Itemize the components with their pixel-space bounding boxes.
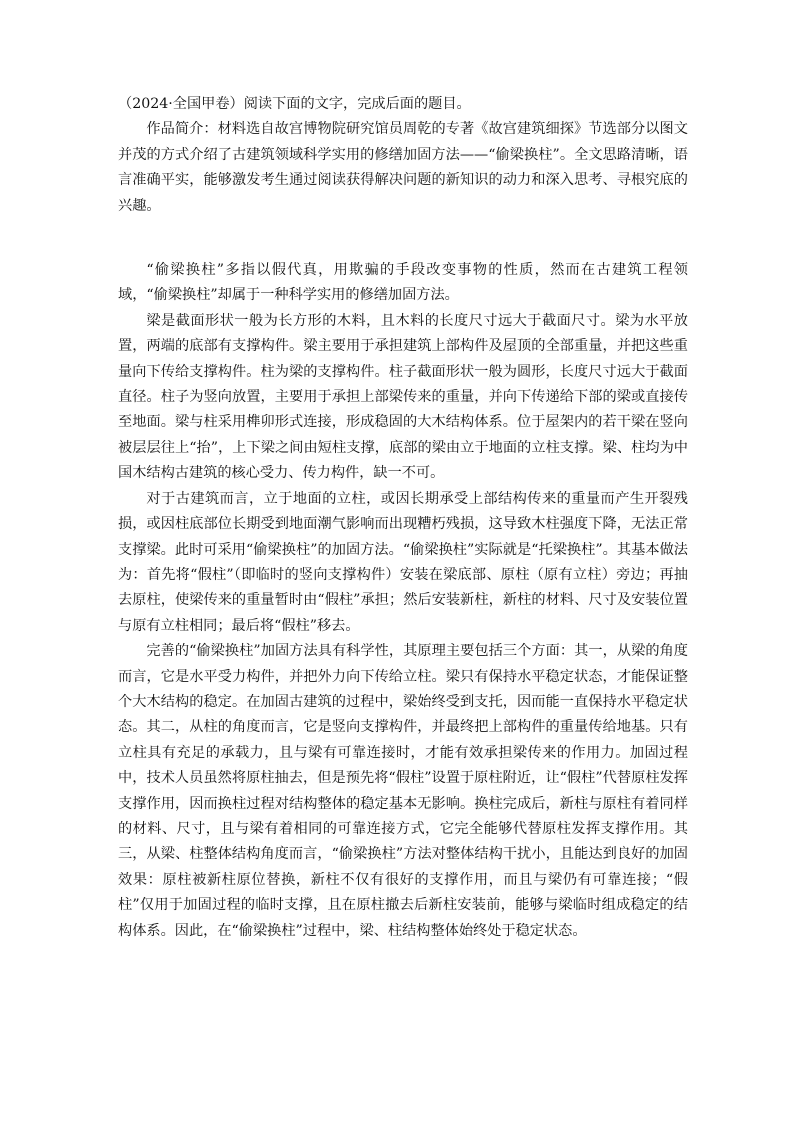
body-paragraph-1: “偷梁换柱”多指以假代真，用欺骗的手段改变事物的性质，然而在古建筑工程领域，“偷梁换柱”却属于一种科学实用的修缮加固方法。	[118, 262, 688, 304]
section-gap	[118, 219, 688, 258]
work-introduction: 作品简介：材料选自故宫博物院研究馆员周乾的专著《故宫建筑细探》节选部分以图文并茂的方式介绍了古建筑领域科学实用的修缮加固方法——“偷梁换柱”。全文思路清晰，语言准确平实，能够激发考生通过阅读获得解决问题的新知识的动力和深入思考、寻根究底的兴趣。	[118, 121, 688, 214]
question-header: （2024·全国甲卷）阅读下面的文字，完成后面的题目。	[118, 96, 471, 112]
body-paragraph-3: 对于古建筑而言，立于地面的立柱，或因长期承受上部结构传来的重量而产生开裂残损，或因柱底部位长期受到地面潮气影响而出现糟朽残损，这导致木柱强度下降，无法正常支撑梁。此时可采用“偷梁换柱”的加固方法。“偷梁换柱”实际就是“托梁换柱”。其基本做法为：首先将“假柱”（即临时的竖向支撑构件）安装在梁底部、原柱（原有立柱）旁边；再抽去原柱，使梁传来的重量暂时由“假柱”承担；然后安装新柱，新柱的材料、尺寸及安装位置与原有立柱相同；最后将“假柱”移去。	[118, 490, 688, 634]
body-paragraph-2: 梁是截面形状一般为长方形的木料，且木料的长度尺寸远大于截面尺寸。梁为水平放置，两端的底部有支撑构件。梁主要用于承担建筑上部构件及屋顶的全部重量，并把这些重量向下传给支撑构件。柱为梁的支撑构件。柱子截面形状一般为圆形，长度尺寸远大于截面直径。柱子为竖向放置，主要用于承担上部梁传来的重量，并向下传递给下部的梁或直接传至地面。梁与柱采用榫卯形式连接，形成稳固的大木结构体系。位于屋架内的若干梁在竖向被层层往上“抬”，上下梁之间由短柱支撑，底部的梁由立于地面的立柱支撑。梁、柱均为中国木结构古建筑的核心受力、传力构件，缺一不可。	[118, 312, 688, 482]
body-paragraph-4: 完善的“偷梁换柱”加固方法具有科学性，其原理主要包括三个方面：其一，从梁的角度而言，它是水平受力构件，并把外力向下传给立柱。梁只有保持水平稳定状态，才能保证整个大木结构的稳定。在加固古建筑的过程中，梁始终受到支托，因而能一直保持水平稳定状态。其二，从柱的角度而言，它是竖向支撑构件，并最终把上部构件的重量传给地基。只有立柱具有充足的承载力，且与梁有可靠连接时，才能有效承担梁传来的作用力。加固过程中，技术人员虽然将原柱抽去，但是预先将“假柱”设置于原柱附近，让“假柱”代替原柱发挥支撑作用，因而换柱过程对结构整体的稳定基本无影响。换柱完成后，新柱与原柱有着同样的材料、尺寸，且与梁有着相同的可靠连接方式，它完全能够代替原柱发挥支撑作用。其三，从梁、柱整体结构角度而言，“偷梁换柱”方法对整体结构干扰小，且能达到良好的加固效果：原柱被新柱原位替换，新柱不仅有很好的支撑作用，而且与梁仍有可靠连接；“假柱”仅用于加固过程的临时支撑，且在原柱撤去后新柱安装前，能够与梁临时组成稳定的结构体系。因此，在“偷梁换柱”过程中，梁、柱结构整体始终处于稳定状态。	[118, 643, 688, 939]
document-page	[118, 92, 688, 944]
